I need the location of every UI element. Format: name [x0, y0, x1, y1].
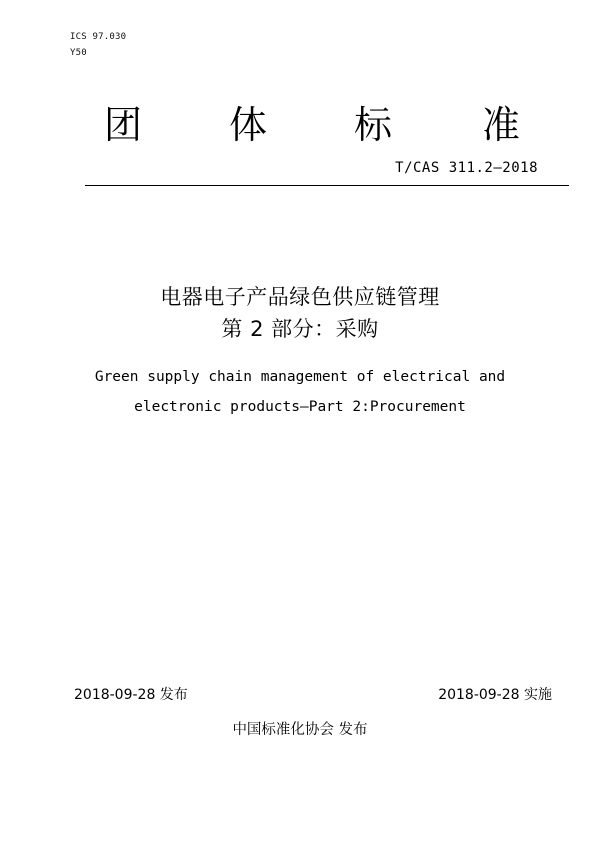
title-chinese-line-1: 电器电子产品绿色供应链管理 [160, 285, 440, 309]
issue-date: 2018-09-28 发布 [74, 687, 188, 703]
publisher: 中国标准化协会 发布 [232, 722, 368, 738]
title-english-line-2: electronic products—Part 2:Procurement [134, 399, 466, 415]
title-english-line-1: Green supply chain management of electrical and [94, 369, 506, 385]
title-chinese-line-2: 第 2 部分：采购 [221, 317, 379, 341]
standard-type-char-4: 准 [482, 103, 521, 147]
standard-type-char-1: 团 [104, 103, 143, 147]
standard-type-title [0, 100, 600, 150]
implementation-date: 2018-09-28 实施 [438, 687, 552, 703]
standard-type-char-3: 标 [354, 103, 393, 147]
standard-number: T/CAS 311.2—2018 [395, 160, 538, 176]
header-divider [85, 185, 569, 186]
ics-code: ICS 97.030 [70, 32, 127, 42]
standard-type-char-2: 体 [229, 103, 268, 147]
ccs-code: Y50 [70, 48, 87, 58]
